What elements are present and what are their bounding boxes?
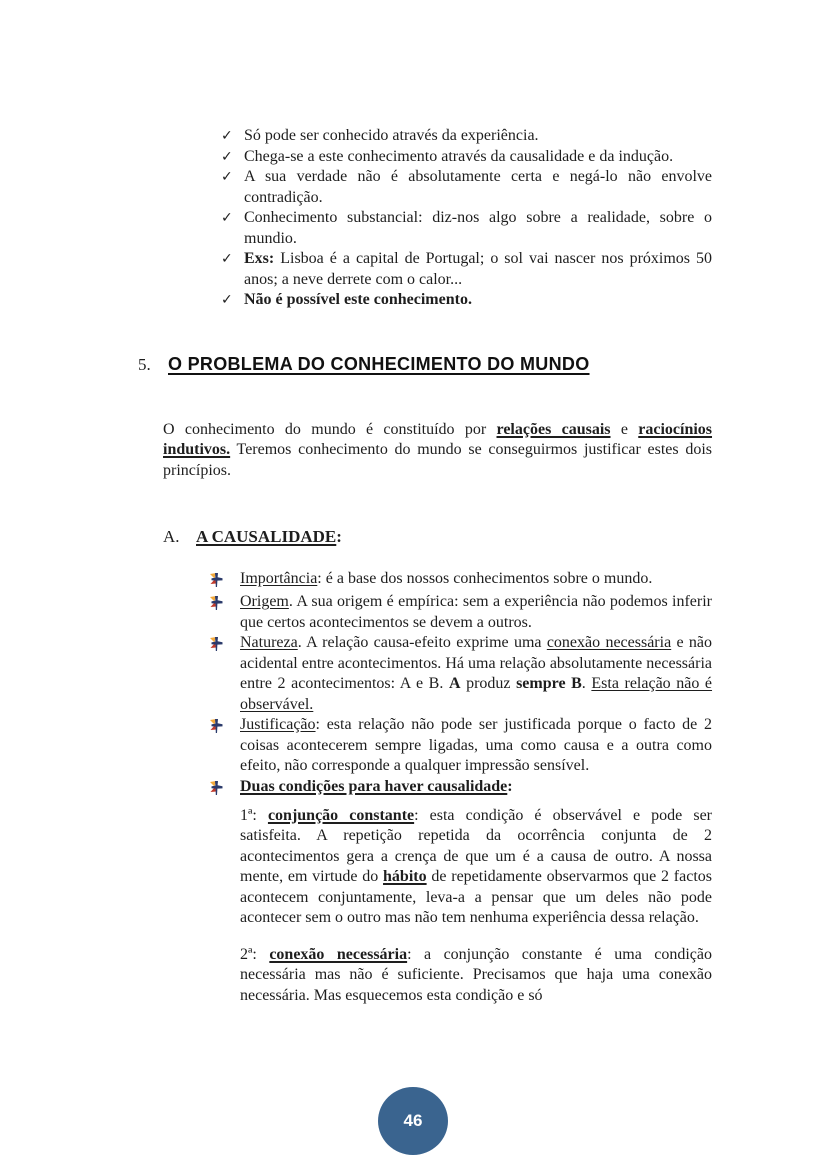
check-list-item (221, 208, 712, 249)
check-item-text: Exs: Lisboa é a capital de Portugal; o sol vai nascer nos próximos 50 anos; a neve derrete com o calor... (244, 250, 712, 288)
colored-star-bullet-icon (210, 715, 240, 738)
section-title: O PROBLEMA DO CONHECIMENTO DO MUNDO (168, 353, 590, 374)
page-number-badge (378, 1087, 448, 1155)
bullet-list-item (210, 777, 712, 800)
checkmark-icon: ✓ (221, 292, 233, 308)
checkmark-icon: ✓ (221, 251, 233, 267)
check-item-text: A sua verdade não é absolutamente certa e negá-lo não envolve contradição. (244, 168, 712, 206)
subsection-heading (163, 527, 828, 547)
section-heading (138, 354, 828, 375)
check-list-item (221, 249, 712, 290)
subsection-letter: A. (163, 527, 180, 546)
bullet-item-text: Justificação: esta relação não pode ser justificada porque o facto de 2 coisas acontecerem sempre ligadas, uma como causa e a outra como efeito, não corresponde a qualquer impressão sensível. (240, 716, 712, 774)
intro-paragraph: O conhecimento do mundo é constituído por relações causais e raciocínios indutivos. Teremos conhecimento do mundo se conseguirmos justificar estes dois princípios. (163, 420, 713, 479)
checkmark-icon: ✓ (221, 148, 233, 165)
check-list-item (221, 167, 712, 208)
condition-paragraph-1: 1ª: conjunção constante: esta condição é observável e pode ser satisfeita. A repetição repetida da ocorrência conjunta de 2 acontecimentos gera a crença de que um é a causa de outro. A nossa mente, em virtude do hábito de repetidamente observarmos que 2 factos acontecem conjuntamente, leva-a a pensar que um deles não pode acontecer sem o outro mas não tem nenhuma experiência dessa relação. (240, 806, 712, 926)
bullet-item-text: Importância: é a base dos nossos conhecimentos sobre o mundo. (240, 570, 653, 587)
check-item-text: Conhecimento substancial: diz-nos algo sobre a realidade, sobre o mundio. (244, 209, 712, 247)
check-item-text: Chega-se a este conhecimento através da causalidade e da indução. (244, 147, 674, 165)
bullet-list (210, 569, 712, 800)
colored-star-bullet-icon (210, 592, 240, 615)
bullet-list-item (210, 569, 712, 592)
check-item-text: Não é possível este conhecimento. (244, 291, 472, 308)
check-list-item (221, 147, 712, 168)
checkmark-icon: ✓ (221, 169, 233, 185)
bullet-list-item (210, 633, 712, 715)
bullet-item-text: Origem. A sua origem é empírica: sem a experiência não podemos inferir que certos acontecimentos se devem a outros. (240, 593, 712, 631)
colored-star-bullet-icon (210, 777, 240, 800)
check-item-text: Só pode ser conhecido através da experiência. (244, 127, 539, 144)
document-page (0, 126, 828, 1006)
page-number: 46 (403, 1111, 423, 1130)
check-list-item (221, 290, 712, 311)
checkmark-icon: ✓ (221, 210, 233, 226)
section-number: 5. (138, 354, 151, 374)
check-list-item (221, 126, 712, 147)
checkmark-icon: ✓ (221, 128, 233, 144)
subsection-title: A CAUSALIDADE: (196, 527, 342, 546)
check-list (221, 126, 712, 311)
bullet-item-text: Duas condições para haver causalidade: (240, 777, 513, 795)
colored-star-bullet-icon (210, 569, 240, 592)
bullet-item-text: Natureza. A relação causa-efeito exprime uma conexão necessária e não acidental entre acontecimentos. Há uma relação absolutamente necessária entre 2 acontecimentos: A e B. A produz sempre B. Esta relação não é observável. (240, 634, 713, 713)
condition-paragraph-2: 2ª: conexão necessária: a conjunção constante é uma condição necessária mas não é suficiente. Precisamos que haja uma conexão necessária. Mas esquecemos esta condição e só (240, 945, 713, 1004)
bullet-list-item (210, 592, 712, 633)
colored-star-bullet-icon (210, 633, 240, 656)
bullet-list-item (210, 715, 712, 777)
